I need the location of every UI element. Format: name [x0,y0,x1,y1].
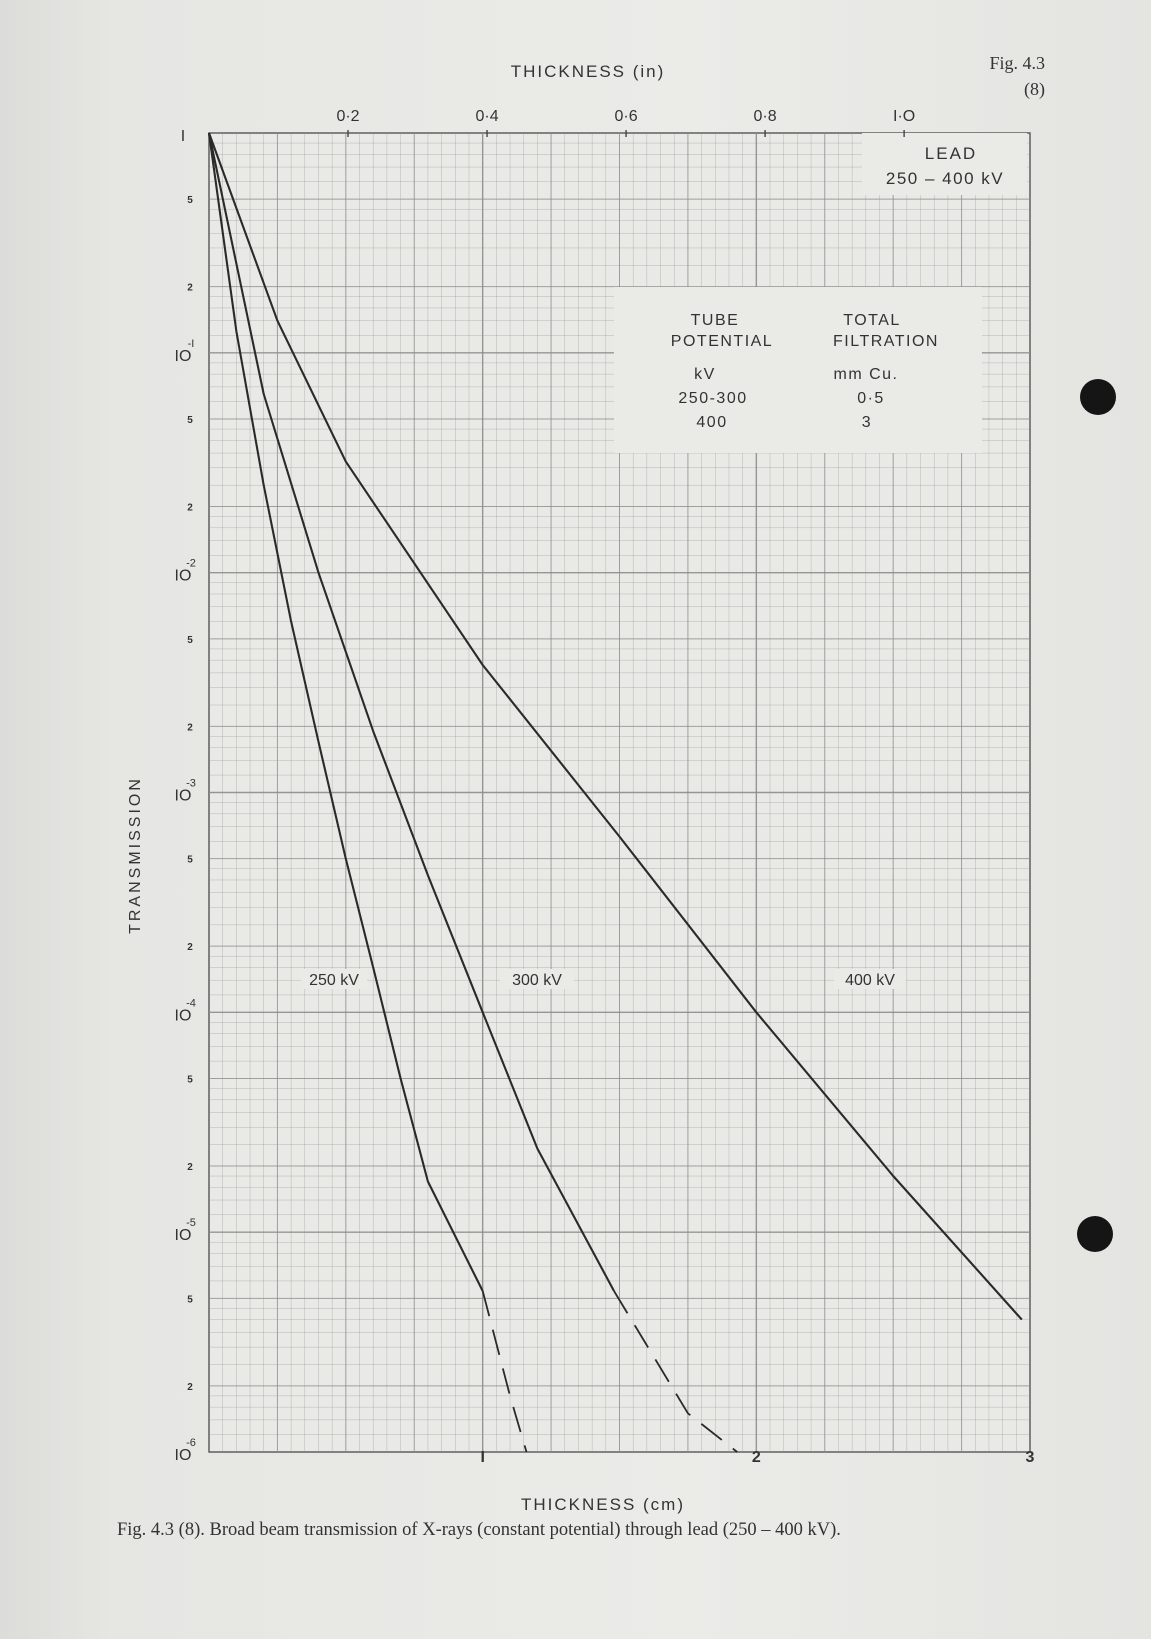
y-minor-tick-label: 2 [187,502,193,514]
y-minor-tick-label: 5 [187,634,193,646]
y-tick-exponent: -5 [186,1217,196,1230]
col1-unit: kV [694,366,716,383]
y-tick-label: IO [174,1447,192,1464]
col2-header-line2: FILTRATION [833,333,939,350]
series-label-400kv: 400 kV [845,972,895,989]
col1-header-line1: TUBE [690,312,740,329]
series-label-300kv: 300 kV [512,972,562,989]
y-minor-tick-label: 2 [187,282,193,294]
figure-caption: Fig. 4.3 (8). Broad beam transmission of X-rays (constant potential) through lead (250 – 400 kV). [117,1520,841,1540]
y-minor-tick-label: 2 [187,942,193,954]
y-tick-label: IO [174,347,192,365]
col1-header-line2: POTENTIAL [670,333,774,350]
row1-filtration: 0·5 [857,390,885,407]
y-minor-tick-label: 2 [187,1161,193,1173]
punch-hole [1080,379,1116,415]
y-tick-label: IO [174,1227,192,1245]
x2-tick-label: I·O [893,108,916,125]
y-minor-tick-label: 2 [187,722,193,734]
bottom-axis-title: THICKNESS (cm) [521,1495,685,1514]
y-tick-label: I [180,128,186,145]
figure-label: Fig. 4.3 [989,53,1045,73]
y-axis-title: TRANSMISSION [127,776,144,934]
x2-tick-label: 0·8 [753,108,777,125]
x2-tick-label: 0·2 [336,108,360,125]
material-legend-box [862,133,1027,195]
y-tick-label: IO [174,787,192,805]
x2-tick-label: 0·6 [614,108,638,125]
figure-sublabel: (8) [1024,79,1045,99]
x2-tick-label: 0·4 [475,108,499,125]
y-minor-tick-label: 5 [187,415,193,427]
y-minor-tick-label: 5 [187,854,193,866]
y-tick-exponent: -3 [186,777,196,790]
x-tick-label: I [480,1449,485,1466]
y-minor-tick-label: 2 [187,1381,193,1393]
col2-unit: mm Cu. [833,366,899,383]
top-axis-title: THICKNESS (in) [510,62,666,81]
row2-filtration: 3 [861,414,873,431]
y-tick-exponent: -6 [186,1437,196,1449]
row1-kv: 250-300 [678,390,748,407]
legend-material: LEAD [924,144,978,163]
series-label-250kv: 250 kV [309,972,359,989]
y-tick-label: IO [174,1007,192,1025]
row2-kv: 400 [696,414,728,431]
y-minor-tick-label: 5 [187,1074,193,1086]
y-minor-tick-label: 5 [187,1294,193,1306]
filtration-table [614,287,982,453]
y-tick-exponent: -I [187,337,195,350]
x-tick-label: 3 [1025,1449,1035,1466]
y-tick-exponent: -4 [186,997,196,1010]
col2-header-line1: TOTAL [843,312,901,329]
punch-hole [1077,1216,1113,1252]
x-tick-label: 2 [751,1449,761,1466]
y-minor-tick-label: 5 [187,195,193,207]
y-tick-exponent: -2 [186,557,196,570]
y-tick-label: IO [174,567,192,585]
legend-range: 250 – 400 kV [885,169,1005,188]
